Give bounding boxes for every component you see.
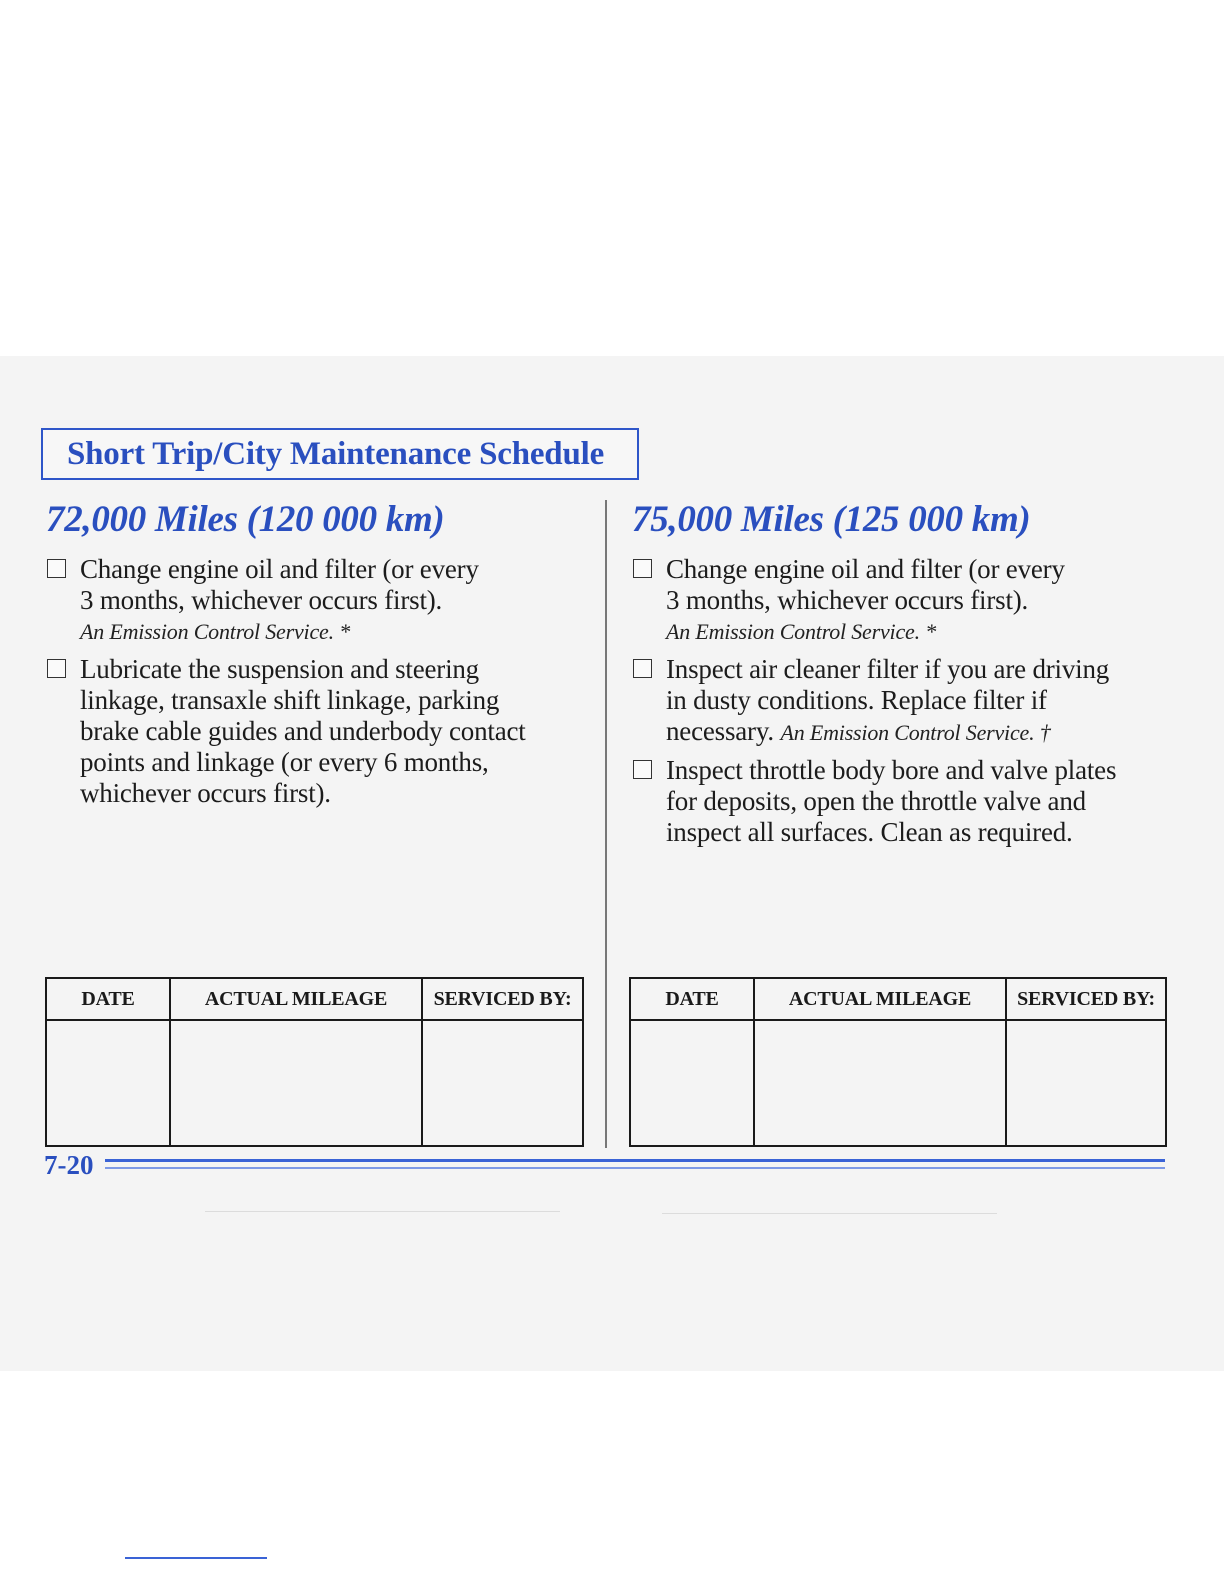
serviced-by-cell[interactable]	[1006, 1020, 1166, 1146]
item-line: brake cable guides and underbody contact	[80, 716, 526, 746]
item-line: for deposits, open the throttle valve and	[666, 786, 1086, 816]
item-line: Change engine oil and filter (or every	[80, 554, 479, 584]
column-divider	[605, 500, 607, 1148]
right-item-3	[632, 755, 1192, 848]
emission-note: An Emission Control Service. †	[780, 720, 1051, 745]
checkbox[interactable]	[47, 559, 66, 578]
left-column	[46, 498, 606, 815]
checkbox[interactable]	[633, 760, 652, 779]
faint-divider	[662, 1213, 997, 1214]
item-line: 3 months, whichever occurs first).	[80, 585, 443, 615]
actual-mileage-header: ACTUAL MILEAGE	[170, 978, 422, 1020]
schedule-title: Short Trip/City Maintenance Schedule	[67, 436, 605, 472]
item-line: inspect all surfaces. Clean as required.	[666, 817, 1073, 847]
right-service-log-table	[629, 977, 1167, 1147]
item-line-with-note	[666, 716, 1192, 749]
item-line: Change engine oil and filter (or every	[666, 554, 1065, 584]
item-line: points and linkage (or every 6 months,	[80, 747, 489, 777]
actual-mileage-cell[interactable]	[754, 1020, 1006, 1146]
schedule-title-box	[41, 428, 639, 480]
date-header: DATE	[630, 978, 754, 1020]
left-item-1	[46, 554, 606, 648]
checkbox[interactable]	[633, 659, 652, 678]
emission-note: An Emission Control Service. *	[80, 619, 350, 644]
checkbox[interactable]	[633, 559, 652, 578]
actual-mileage-header: ACTUAL MILEAGE	[754, 978, 1006, 1020]
item-line: Inspect air cleaner filter if you are driving	[666, 654, 1110, 684]
left-item-2	[46, 654, 606, 809]
item-line: in dusty conditions. Replace filter if	[666, 685, 1047, 715]
right-item-2	[632, 654, 1192, 749]
left-service-log-table	[45, 977, 584, 1147]
date-cell[interactable]	[46, 1020, 170, 1146]
serviced-by-header: SERVICED BY:	[1006, 978, 1166, 1020]
item-line: whichever occurs first).	[80, 778, 331, 808]
actual-mileage-cell[interactable]	[170, 1020, 422, 1146]
item-text: necessary.	[666, 716, 774, 746]
serviced-by-cell[interactable]	[422, 1020, 583, 1146]
footer-rule	[105, 1159, 1165, 1162]
footer-rule-thin	[105, 1167, 1165, 1169]
right-item-1	[632, 554, 1192, 648]
serviced-by-header: SERVICED BY:	[422, 978, 583, 1020]
left-mileage-heading: 72,000 Miles (120 000 km)	[46, 499, 445, 540]
checkbox[interactable]	[47, 659, 66, 678]
date-cell[interactable]	[630, 1020, 754, 1146]
right-mileage-heading: 75,000 Miles (125 000 km)	[632, 499, 1031, 540]
bottom-accent-line	[125, 1557, 267, 1559]
item-line: Inspect throttle body bore and valve plates	[666, 755, 1117, 785]
page-number: 7-20	[44, 1150, 94, 1180]
emission-note: An Emission Control Service. *	[666, 619, 936, 644]
item-line: 3 months, whichever occurs first).	[666, 585, 1029, 615]
item-line: Lubricate the suspension and steering	[80, 654, 479, 684]
right-column	[632, 498, 1192, 854]
item-line: linkage, transaxle shift linkage, parking	[80, 685, 500, 715]
faint-divider	[205, 1211, 560, 1212]
date-header: DATE	[46, 978, 170, 1020]
